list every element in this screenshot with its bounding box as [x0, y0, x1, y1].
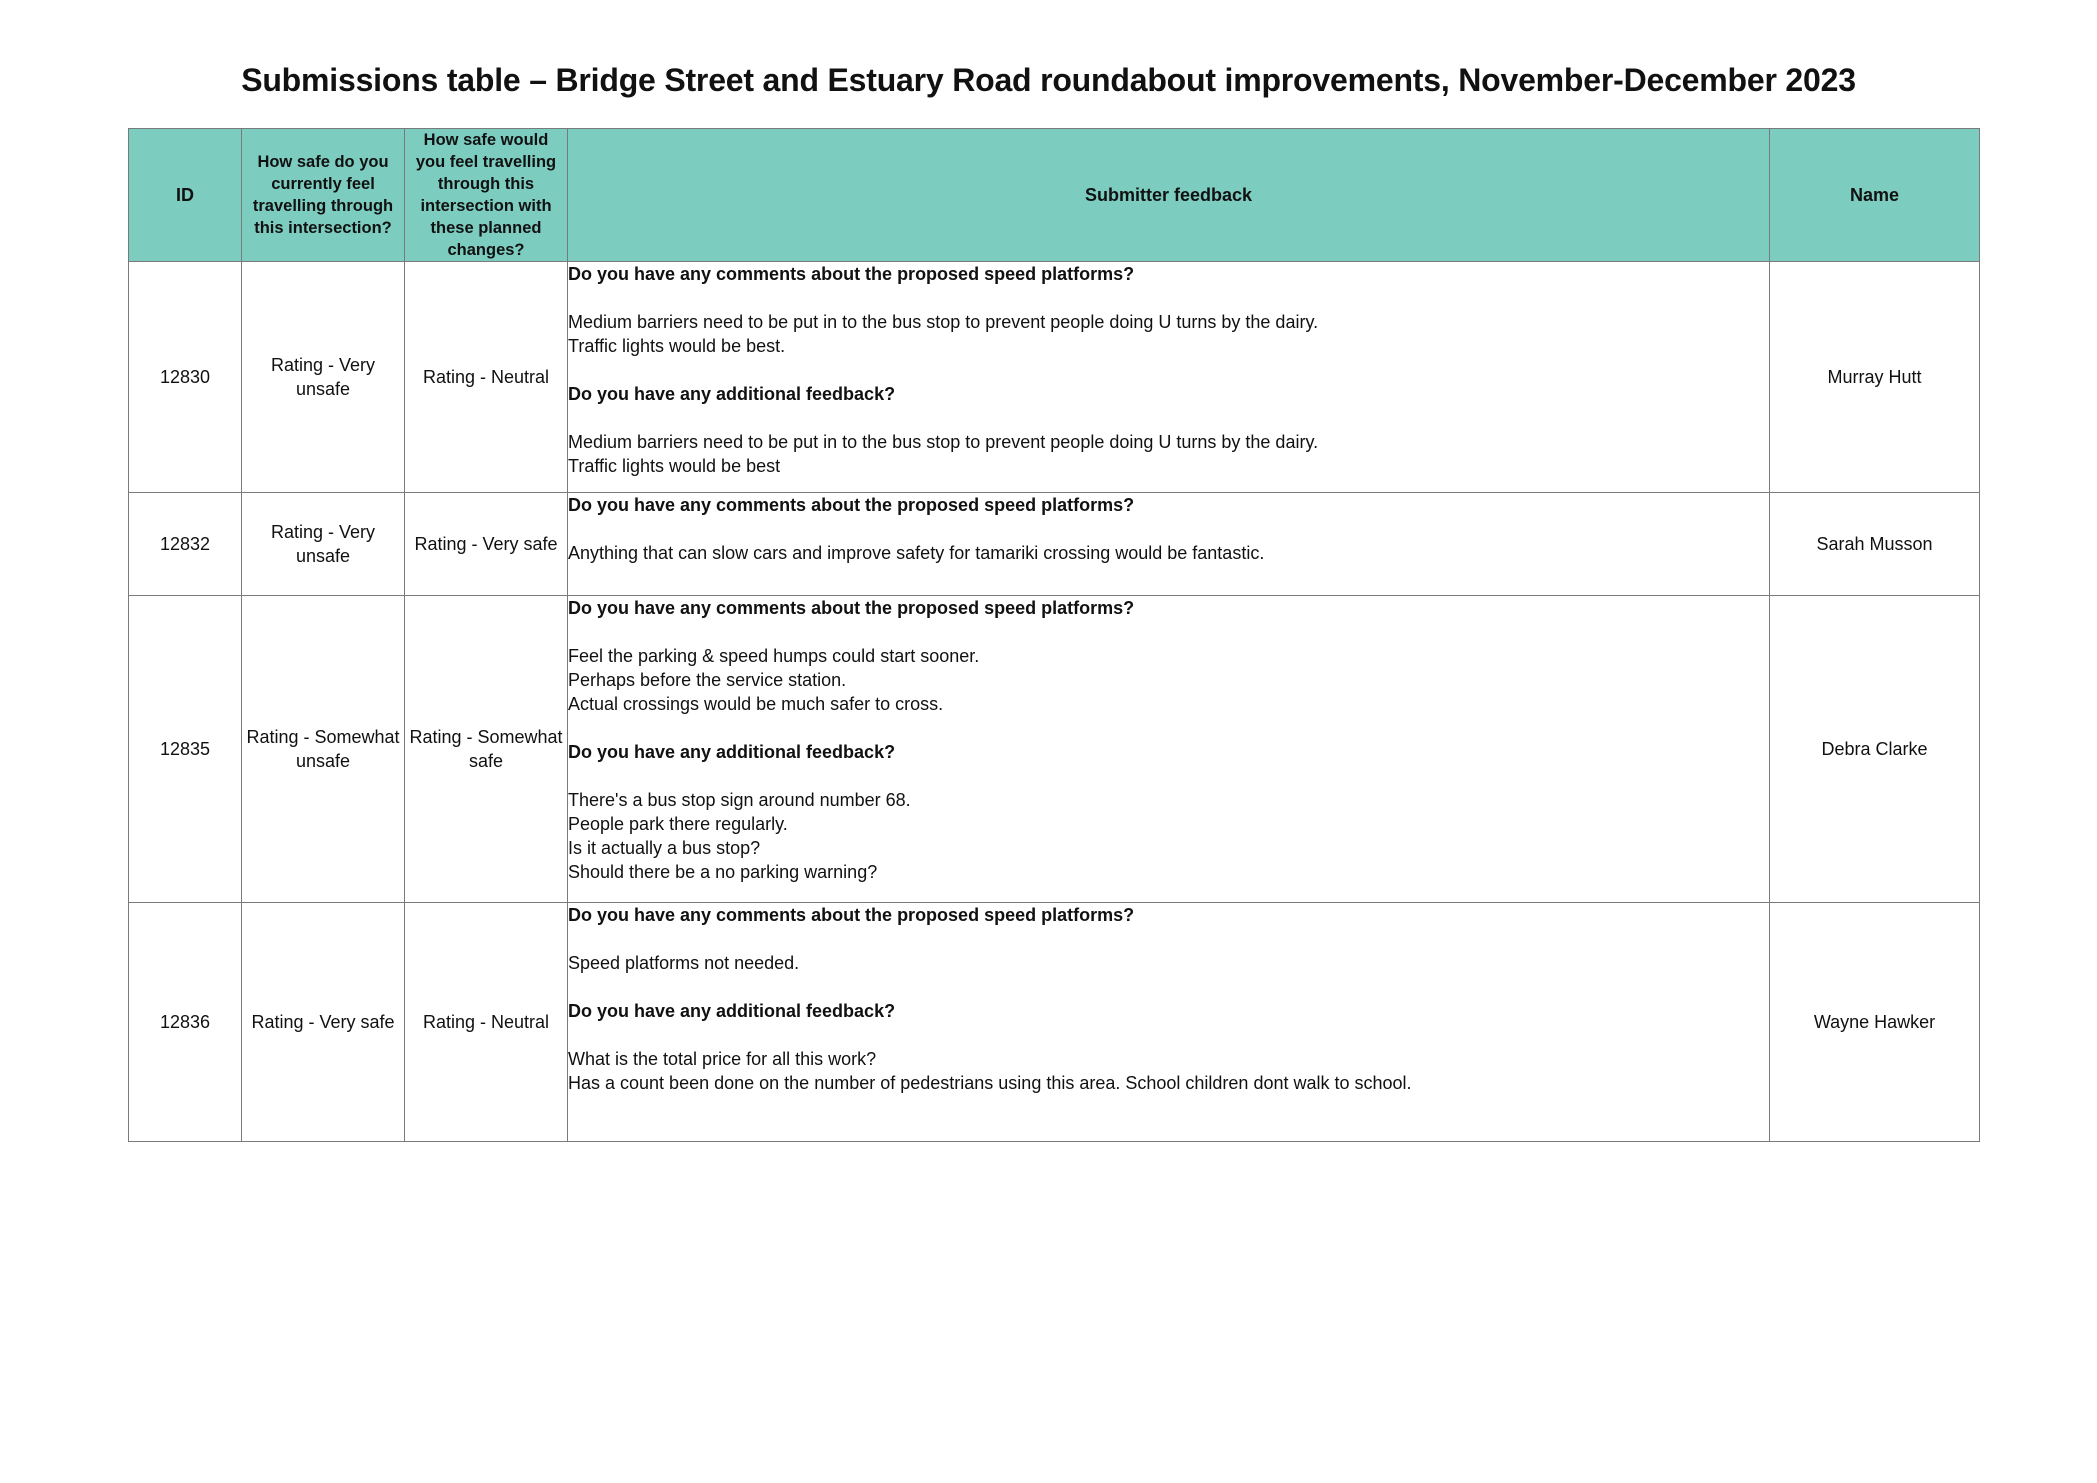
page-title: Submissions table – Bridge Street and Estuary Road roundabout improvements, November-December 2023	[241, 62, 1856, 98]
feedback-question: Do you have any comments about the proposed speed platforms?	[568, 598, 1135, 618]
answer-line: Feel the parking & speed humps could start sooner.	[568, 646, 980, 666]
table-row	[129, 903, 1980, 1142]
answer-line: Traffic lights would be best	[568, 456, 781, 476]
feedback-item	[568, 903, 1769, 975]
cell-feedback	[568, 493, 1770, 596]
answer-line: There's a bus stop sign around number 68.	[568, 790, 911, 810]
answer-line: People park there regularly.	[568, 814, 788, 834]
feedback-item	[568, 262, 1769, 358]
cell-name: Sarah Musson	[1770, 493, 1980, 596]
feedback-answer	[568, 310, 1769, 358]
cell-planned-safety: Rating - Neutral	[405, 903, 568, 1142]
submissions-table	[128, 128, 1980, 1142]
feedback-answer	[568, 430, 1769, 478]
answer-line: Speed platforms not needed.	[568, 953, 800, 973]
answer-line: Medium barriers need to be put in to the bus stop to prevent people doing U turns by the dairy.	[568, 312, 1319, 332]
answer-line: Medium barriers need to be put in to the bus stop to prevent people doing U turns by the dairy.	[568, 432, 1319, 452]
header-current-safety: How safe do you currently feel travelling through this intersection?	[242, 129, 405, 262]
feedback-answer	[568, 644, 1769, 716]
cell-current-safety: Rating - Somewhat unsafe	[242, 596, 405, 903]
cell-current-safety: Rating - Very unsafe	[242, 493, 405, 596]
cell-current-safety: Rating - Very unsafe	[242, 262, 405, 493]
answer-line: Anything that can slow cars and improve safety for tamariki crossing would be fantastic.	[568, 543, 1265, 563]
table-row	[129, 493, 1980, 596]
answer-line: What is the total price for all this work?	[568, 1049, 877, 1069]
answer-line: Perhaps before the service station.	[568, 670, 847, 690]
feedback-item	[568, 493, 1769, 565]
cell-id: 12835	[129, 596, 242, 903]
cell-name: Murray Hutt	[1770, 262, 1980, 493]
feedback-answer	[568, 1047, 1769, 1095]
cell-id: 12830	[129, 262, 242, 493]
cell-feedback	[568, 262, 1770, 493]
feedback-item	[568, 740, 1769, 884]
answer-line: Traffic lights would be best.	[568, 336, 786, 356]
cell-planned-safety: Rating - Very safe	[405, 493, 568, 596]
header-row	[129, 129, 1980, 262]
feedback-question: Do you have any additional feedback?	[568, 384, 896, 404]
feedback-answer	[568, 541, 1769, 565]
feedback-item	[568, 382, 1769, 478]
cell-name: Wayne Hawker	[1770, 903, 1980, 1142]
answer-line: Actual crossings would be much safer to cross.	[568, 694, 944, 714]
cell-name: Debra Clarke	[1770, 596, 1980, 903]
header-name: Name	[1770, 129, 1980, 262]
header-feedback: Submitter feedback	[568, 129, 1770, 262]
header-id: ID	[129, 129, 242, 262]
feedback-question: Do you have any comments about the proposed speed platforms?	[568, 905, 1135, 925]
table-row	[129, 596, 1980, 903]
cell-planned-safety: Rating - Somewhat safe	[405, 596, 568, 903]
feedback-item	[568, 999, 1769, 1095]
feedback-question: Do you have any additional feedback?	[568, 742, 896, 762]
feedback-question: Do you have any comments about the proposed speed platforms?	[568, 264, 1135, 284]
answer-line: Has a count been done on the number of pedestrians using this area. School children dont walk to school.	[568, 1073, 1412, 1093]
feedback-answer	[568, 788, 1769, 884]
cell-feedback	[568, 596, 1770, 903]
feedback-question: Do you have any additional feedback?	[568, 1001, 896, 1021]
feedback-item	[568, 596, 1769, 716]
table-row	[129, 262, 1980, 493]
cell-planned-safety: Rating - Neutral	[405, 262, 568, 493]
cell-id: 12832	[129, 493, 242, 596]
cell-feedback	[568, 903, 1770, 1142]
feedback-question: Do you have any comments about the proposed speed platforms?	[568, 495, 1135, 515]
answer-line: Is it actually a bus stop?	[568, 838, 761, 858]
cell-id: 12836	[129, 903, 242, 1142]
cell-current-safety: Rating - Very safe	[242, 903, 405, 1142]
feedback-answer	[568, 951, 1769, 975]
answer-line: Should there be a no parking warning?	[568, 862, 878, 882]
header-planned-safety: How safe would you feel travelling through this intersection with these planned changes?	[405, 129, 568, 262]
